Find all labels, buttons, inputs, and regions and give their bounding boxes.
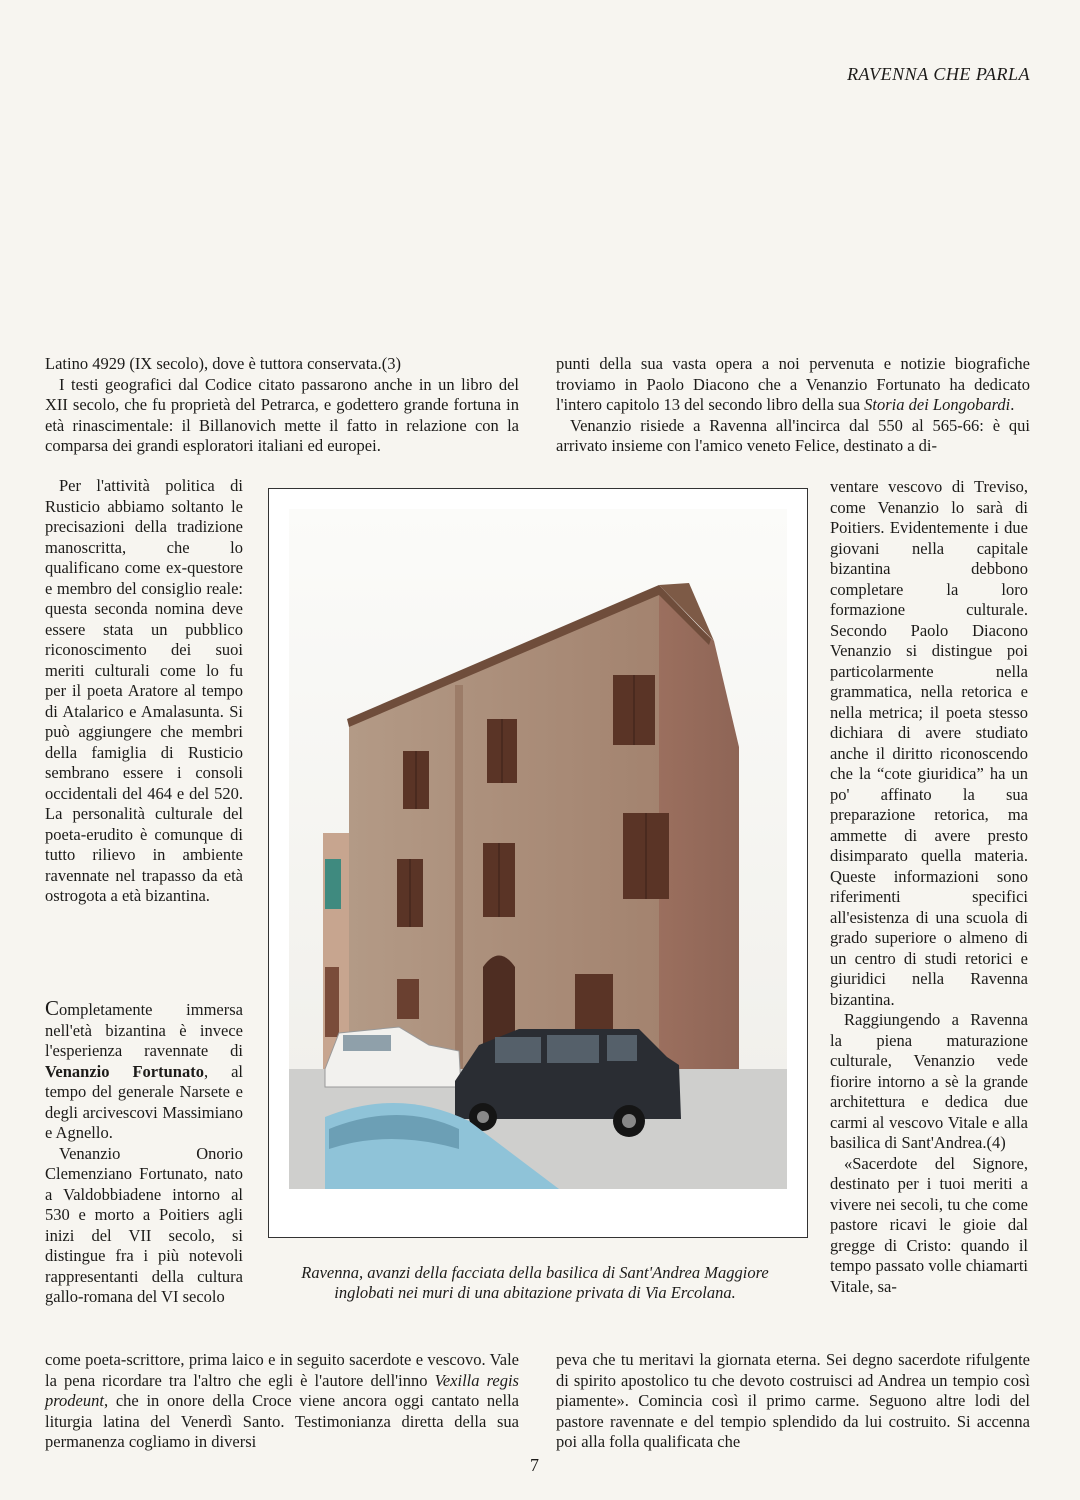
left-column-narrow-2 [45,998,243,1308]
text-span: , al tempo del generale Narsete e degli arcivescovi Massimiano e Agnello. [45,1061,243,1142]
paragraph [556,354,1030,416]
green-shutter [325,859,341,909]
paragraph-quote: «Sacerdote del Signore, destinato per i tuoi meriti a vivere nei secoli, tu che come pastore ricavi le gioie dal gregge di Cristo: quando il tempo passato volle chiamarti Vitale, sa- [830,1153,1028,1296]
paragraph-politica: Per l'attività politica di Rusticio abbiamo soltanto le precisazioni della tradizione manoscritta, che lo qualificano come ex-questore e membro del consiglio reale: questa seconda nomina deve essere stata un pubblico riconoscimento dei suoi meriti culturali come lo fu per il poeta Aratore al tempo di Atalarico e Amalasunta. Si può aggiungere che membri della famiglia di Rusticio sembrano essere i consoli occidentali del 464 e del 520. La personalità culturale del poeta-erudito è comunque di tutto rilievo in ambiente ravennate nel trapasso da età ostrogota a età bizantina. [45,476,243,905]
hymn-title: Vexilla regis prodeunt [45,1370,519,1410]
book-title: Storia dei Longobardi [864,395,1011,414]
right-column-narrow [830,477,1028,1297]
bold-name: Venanzio Fortunato [45,1061,204,1081]
drop-cap: C [45,996,60,1020]
building-photo [269,489,807,1237]
paragraph [45,1350,519,1453]
text-span: . [1010,395,1015,414]
left-column-narrow [45,476,243,907]
text-span: punti della sua vasta opera a noi pervenuta e notizie biografiche troviamo in Paolo Diacono che a Venanzio Fortunato ha dedicato l'intero capitolo 13 del secondo libro della sua [556,354,1030,414]
paragraph: ventare vescovo di Treviso, come Venanzio lo sarà di Poitiers. Evidentemente i due giovani nella capitale bizantina debbono completare la loro formazione culturale. Secondo Paolo Diacono Venanzio si distingue poi particolarmente nella grammatica, nella retorica e nella metrica; il poeta stesso dichiara di avere studiato anche il diritto riconoscendo che la “cote giuridica” ha un po' affinato la sua preparazione retorica, ma ammette di avere presto disimparato quella materia. Queste informazioni sono riferimenti specifici all'esistenza di una scuola di grado superiore o almeno di un centro di studi retorici e giuridici nella Ravenna bizantina. [830,477,1028,1009]
right-column-bottom [556,1350,1030,1453]
page-number: 7 [530,1455,539,1475]
photo-frame [268,488,808,1238]
paragraph: I testi geografici dal Codice citato passarono anche in un libro del XII secolo, che fu proprietà del Petrarca, e godettero grande fortuna in età rinascimentale: il Billanovich mette il fatto in relazione con la comparsa dei grandi esploratori italiani ed europei. [45,374,519,455]
running-title: RAVENNA CHE PARLA [847,64,1030,84]
left-column-top [45,354,519,457]
right-column-top [556,354,1030,457]
paragraph: Latino 4929 (IX secolo), dove è tuttora conservata.(3) [45,354,401,373]
paragraph: Venanzio risiede a Ravenna all'incirca dal 550 al 565-66: è qui arrivato insieme con l'amico veneto Felice, destinato a di- [556,415,1030,455]
figure-caption: Ravenna, avanzi della facciata della basilica di Sant'Andrea Maggiore inglobati nei muri di una abitazione privata di Via Ercolana. [301,1263,769,1302]
paragraph-onorio: Venanzio Onorio Clemenziano Fortunato, nato a Valdobbiadene intorno al 530 e morto a Poitiers agli inizi del VII secolo, si distingue fra i più notevoli rappresentanti della cultura gallo-romana del VI secolo [45,1143,243,1306]
paragraph: peva che tu meritavi la giornata eterna. Sei degno sacerdote rifulgente di spirito apostolico tu che devoto costruisci ad Andrea un tempio così piamente». Comincia così il primo carme. Seguono altre lodi del pastore ravennate e del tempio splendido da lui costruito. Si accenna poi alla folla qualificata che [556,1350,1030,1451]
paragraph-venanzio [45,998,243,1144]
text-span: ompletamente immersa nell'età bizantina è invece l'esperienza ravennate di [45,1000,243,1060]
text-span: , che in onore della Croce viene ancora oggi cantato nella liturgia latina del Venerdì Santo. Testimonianza diretta della sua permanenza cogliamo in diversi [45,1391,519,1451]
text-span: come poeta-scrittore, prima laico e in seguito sacerdote e vescovo. Vale la pena ricordare tra l'altro che egli è l'autore dell'inno [45,1350,519,1390]
paragraph: Raggiungendo a Ravenna la piena maturazione culturale, Venanzio vede fiorire intorno a sè la grande architettura e dedica due carmi al vescovo Vitale e alla basilica di Sant'Andrea.(4) [830,1010,1028,1152]
left-column-bottom [45,1350,519,1453]
